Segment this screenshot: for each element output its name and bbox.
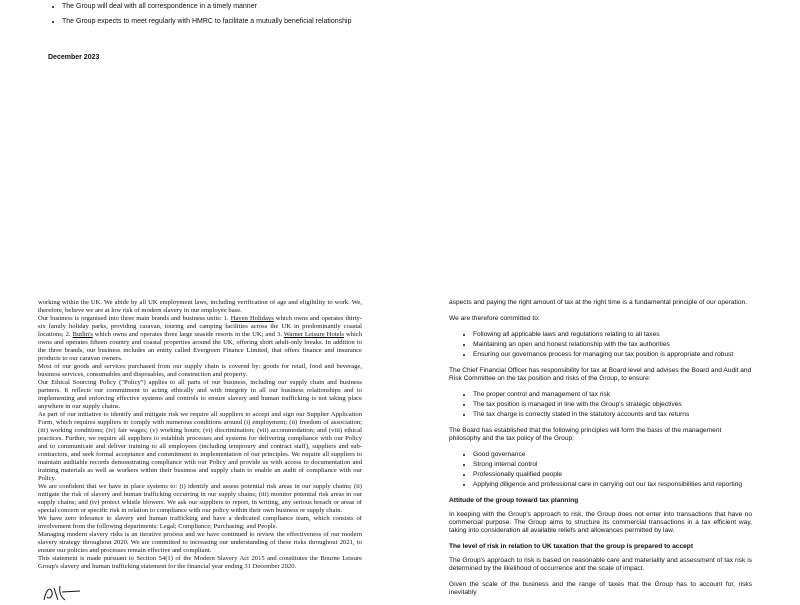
list-item: • Applying diligence and professional care in carrying out our tax responsibilities and reporting [473,481,752,489]
paragraph: Managing modern slavery risks is an iterative process and we have continued to review the effectiveness of our modern slavery strategy throughout 2020. We are committed to increasing our understanding of these risks throughout 2021, to ensure our policies and processes remain effective and compliant. [38,531,362,554]
slavery-statement-column [38,299,362,571]
paragraph: Our Ethical Sourcing Policy ("Policy") applies to all parts of our business, including our supply chain and business partners. It reflects our commitment to acting ethically and with integrity in all our business relationships and to implementing and enforcing effective systems and controls to ensure slavery and human trafficking is not taking place anywhere in our supply chains. [38,379,362,410]
paragraph: In keeping with the Group's approach to risk, the Group does not enter into transactions that have no commercial purpose. The Group aims to structure its commercial transactions in a tax efficient way, taking into consideration all available reliefs and allowances permitted by law. [449,511,752,534]
text-run: which owns and operates three large seaside resorts in the UK; and 3. [92,331,284,338]
paragraph: We are therefore committed to: [449,315,540,322]
brand-butlins: Butlin's [72,331,93,338]
principles-list [449,451,752,489]
list-item: • The Group will deal with all correspondence in a timely manner [62,2,748,11]
text-run: which owns and operates fifteen country and coastal properties around the UK, offering short adult-only breaks. In addition to the three brands, our business includes an entity called Evergreen Finance Limited, that offers finance and insurance products to our caravan owners. [38,331,362,362]
paragraph: As part of our initiative to identify and mitigate risk we require all suppliers to accept and sign our Supplier Application Form, which requires suppliers to comply with numerous conditions around (i) employment; (ii) freedom of association; (iii) working conditions; (iv) fair wages; (v) working hours; (vi) discrimination; (vii) accommodation; and (viii) ethical practices. Further, we require all suppliers to establish processes and systems for delivering compliance with our Policy and to communicate and deliver training to all employees (including temporary and contract staff), suppliers and sub-contractors, and seek formal acceptance and commitment to implementation of our principles. We require all suppliers to maintain auditable records demonstrating compliance with our Policy and provide us with access to documentation and training materials as well as workers within their business and supply chain to enable an audit of compliance with our Policy. [38,411,362,482]
list-item: • Maintaining an open and honest relationship with the tax authorities [473,341,752,349]
paragraph: This statement is made pursuant to Section 54(1) of the Modern Slavery Act 2015 and constitutes the Bourne Leisure Group's slavery and human trafficking statement for the financial year ending 31 December 2020. [38,555,362,570]
section-heading: Attitude of the group toward tax planning [449,497,579,504]
tax-strategy-column [449,299,752,605]
paragraph: The Chief Financial Officer has responsibility for tax at Board level and advises the Board and Audit and Risk Committee on the tax position and risks of the Group, to ensure: [449,367,752,382]
list-item: • The Group expects to meet regularly with HMRC to facilitate a mutually beneficial relationship [62,17,748,26]
list-item: • The proper control and management of tax risk [473,391,752,399]
paragraph: We have zero tolerance to slavery and human trafficking and have a dedicated compliance team, which consists of involvement from the following departments: Legal; Compliance; Purchasing; and People. [38,515,362,530]
ensure-list [449,391,752,419]
top-bullet-list [48,2,748,26]
brand-warner: Warner Leisure Hotels [283,331,344,338]
text-run: Our business is organised into three main brands and business units: 1. [38,315,231,322]
paragraph: Given the scale of the business and the range of taxes that the Group has to account for, risks inevitably [449,581,752,596]
list-item: • Professionally qualified people [473,471,752,479]
paragraph: Most of our goods and services purchased from our supply chain is covered by: goods for retail, food and beverage, business services, consumables and disposables, and construction and property. [38,363,362,378]
list-item: • The tax charge is correctly stated in the statutory accounts and tax returns [473,411,752,419]
top-bullet-section [48,0,748,32]
list-item: • Good governance [473,451,752,459]
paragraph: We are confident that we have in place systems to: (i) identify and assess potential risk areas in our supply chains; (ii) mitigate the risk of slavery and human trafficking occurring in our supply chains; (iii) monitor potential risk areas in our supply chains; and (iv) protect whistle blowers. We ask our suppliers to report, in writing, any serious breach or areas of special concern or specific risk in relation to compliance with our policy within their own business or supply chain. [38,483,362,514]
paragraph-business-units [38,315,362,363]
list-item: • Following all applicable laws and regulations relating to all taxes [473,331,752,339]
list-item: • Ensuring our governance process for managing our tax position is appropriate and robust [473,351,752,359]
paragraph: The Group's approach to risk is based on reasonable care and materiality and assessment of tax risk is determined by the likelihood of occurrence and the scale of impact. [449,557,752,572]
paragraph: working within the UK. We abide by all UK employment laws, including verification of age and eligibility to work. We, therefore, believe we are at low risk of modern slavery in our employee base. [38,299,362,314]
commitment-list [449,331,752,359]
signature [40,582,120,602]
brand-haven: Haven Holidays [230,315,274,322]
text-run: which owns and operates thirty-six family holiday parks, providing caravan, touring and camping facilities across the UK in predominantly coastal locations; 2. [38,315,362,338]
paragraph: The Board has established that the following principles will form the basis of the management philosophy and the tax policy of the Group: [449,427,722,442]
section-heading: The level of risk in relation to UK taxation that the group is prepared to accept [449,543,694,550]
list-item: • The tax position is managed in line with the Group's strategic objectives [473,401,752,409]
statement-date: December 2023 [48,54,100,61]
list-item: • Strong internal control [473,461,752,469]
paragraph: aspects and paying the right amount of tax at the right time is a fundamental principle of our operation. [449,299,747,306]
